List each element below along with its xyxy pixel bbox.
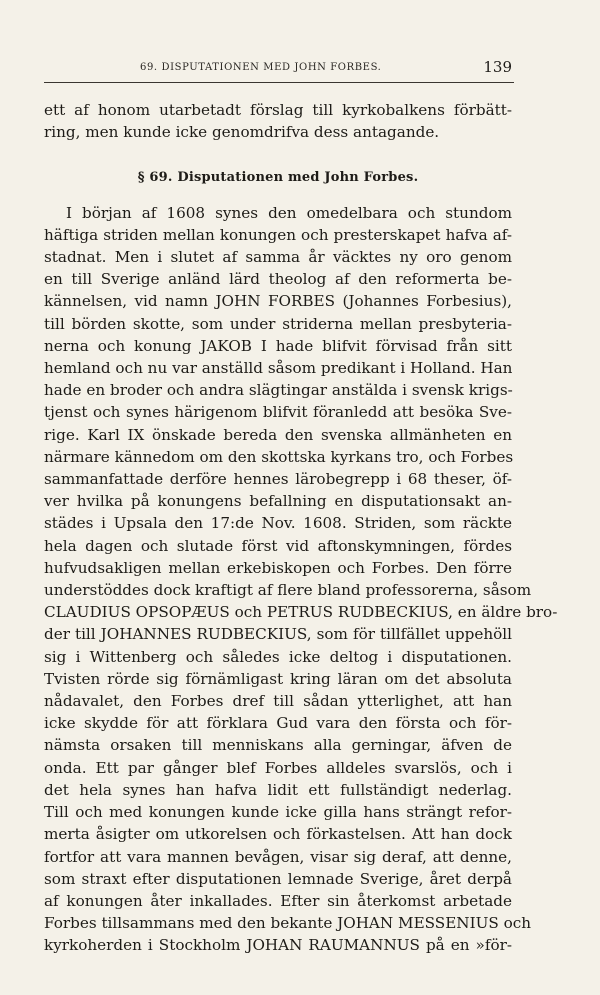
text-line: det hela synes han hafva lidit ett fullständigt nederlag. xyxy=(44,780,512,799)
text-line: Tvisten rörde sig förnämligast kring läran om det absoluta xyxy=(44,669,512,688)
text-line: hufvudsakligen mellan erkebiskopen och Forbes. Den förre xyxy=(44,558,512,577)
section-heading: § 69. Disputationen med John Forbes. xyxy=(137,170,419,186)
text-line: Till och med konungen kunde icke gilla hans strängt refor- xyxy=(44,803,512,822)
section-paragraph xyxy=(44,202,558,957)
text-line: nerna och konung JAKOB I hade blifvit förvisad från sitt xyxy=(44,336,512,355)
text-line: der till JOHANNES RUDBECKIUS, som för tillfället uppehöll xyxy=(44,625,512,644)
text-line: kyrkoherden i Stockholm JOHAN RAUMANNUS på en »för- xyxy=(44,936,512,955)
text-line: stadnat. Men i slutet af samma år väcktes ny oro genom xyxy=(44,248,512,267)
text-line: I början af 1608 synes den omedelbara och stundom xyxy=(66,203,512,222)
carry-line-2: ring, men kunde icke genomdrifva dess antagande. xyxy=(44,123,440,142)
text-line: hemland och nu var anställd såsom predikant i Holland. Han xyxy=(44,359,513,378)
text-line: nådavalet, den Forbes dref till sådan ytterlighet, att han xyxy=(44,692,512,711)
text-line: hade en broder och andra slägtingar anstälda i svensk krigs- xyxy=(44,381,513,400)
text-line: sig i Wittenberg och således icke deltog i disputationen. xyxy=(44,647,512,666)
text-line: af konungen åter inkallades. Efter sin återkomst arbetade xyxy=(44,891,512,910)
text-line: merta åsigter om utkorelsen och förkastelsen. Att han dock xyxy=(44,825,512,844)
carry-line-1: ett af honom utarbetadt förslag till kyrkobalkens förbätt- xyxy=(44,101,512,119)
text-line: nämsta orsaken till menniskans alla gerningar, äfven de xyxy=(44,736,512,755)
text-line: onda. Ett par gånger blef Forbes alldeles svarslös, och i xyxy=(44,758,512,777)
text-line: städes i Upsala den 17:de Nov. 1608. Striden, som räckte xyxy=(44,514,512,533)
text-line: ver hvilka på konungens befallning en disputationsakt an- xyxy=(44,492,512,511)
text-line: fortfor att vara mannen bevågen, visar sig deraf, att denne, xyxy=(44,847,512,866)
text-line: närmare kännedom om den skottska kyrkans tro, och Forbes xyxy=(44,447,514,466)
text-line: icke skydde för att förklara Gud vara den första och för- xyxy=(44,714,512,733)
text-line: tjenst och synes härigenom blifvit föranledd att besöka Sve- xyxy=(44,403,512,422)
text-line: sammanfattade derföre hennes lärobegrepp i 68 theser, öf- xyxy=(44,470,512,489)
text-line: understöddes dock kraftigt af flere bland professorerna, såsom xyxy=(44,581,532,600)
text-line: Forbes tillsammans med den bekante JOHAN MESSENIUS och xyxy=(44,914,532,933)
running-title: 69. DISPUTATIONEN MED JOHN FORBES. xyxy=(140,62,382,73)
header-rule xyxy=(44,82,514,83)
carry-over-paragraph xyxy=(44,99,512,143)
text-line: häftiga striden mellan konungen och presterskapet hafva af- xyxy=(44,225,512,244)
text-line: som straxt efter disputationen lemnade Sverige, året derpå xyxy=(44,869,512,888)
text-line: rige. Karl IX önskade bereda den svenska allmänheten en xyxy=(44,425,512,444)
page-number: 139 xyxy=(483,58,512,76)
text-line: kännelsen, vid namn JOHN FORBES (Johannes Forbesius), xyxy=(44,292,512,311)
text-line: hela dagen och slutade först vid aftonskymningen, fördes xyxy=(44,536,512,555)
text-line: till börden skotte, som under striderna mellan presbyteria- xyxy=(44,314,512,333)
text-line: en till Sverige anländ lärd theolog af den reformerta be- xyxy=(44,270,512,289)
text-line: CLAUDIUS OPSOPÆUS och PETRUS RUDBECKIUS, en äldre bro- xyxy=(44,603,558,622)
text-body xyxy=(44,99,558,957)
